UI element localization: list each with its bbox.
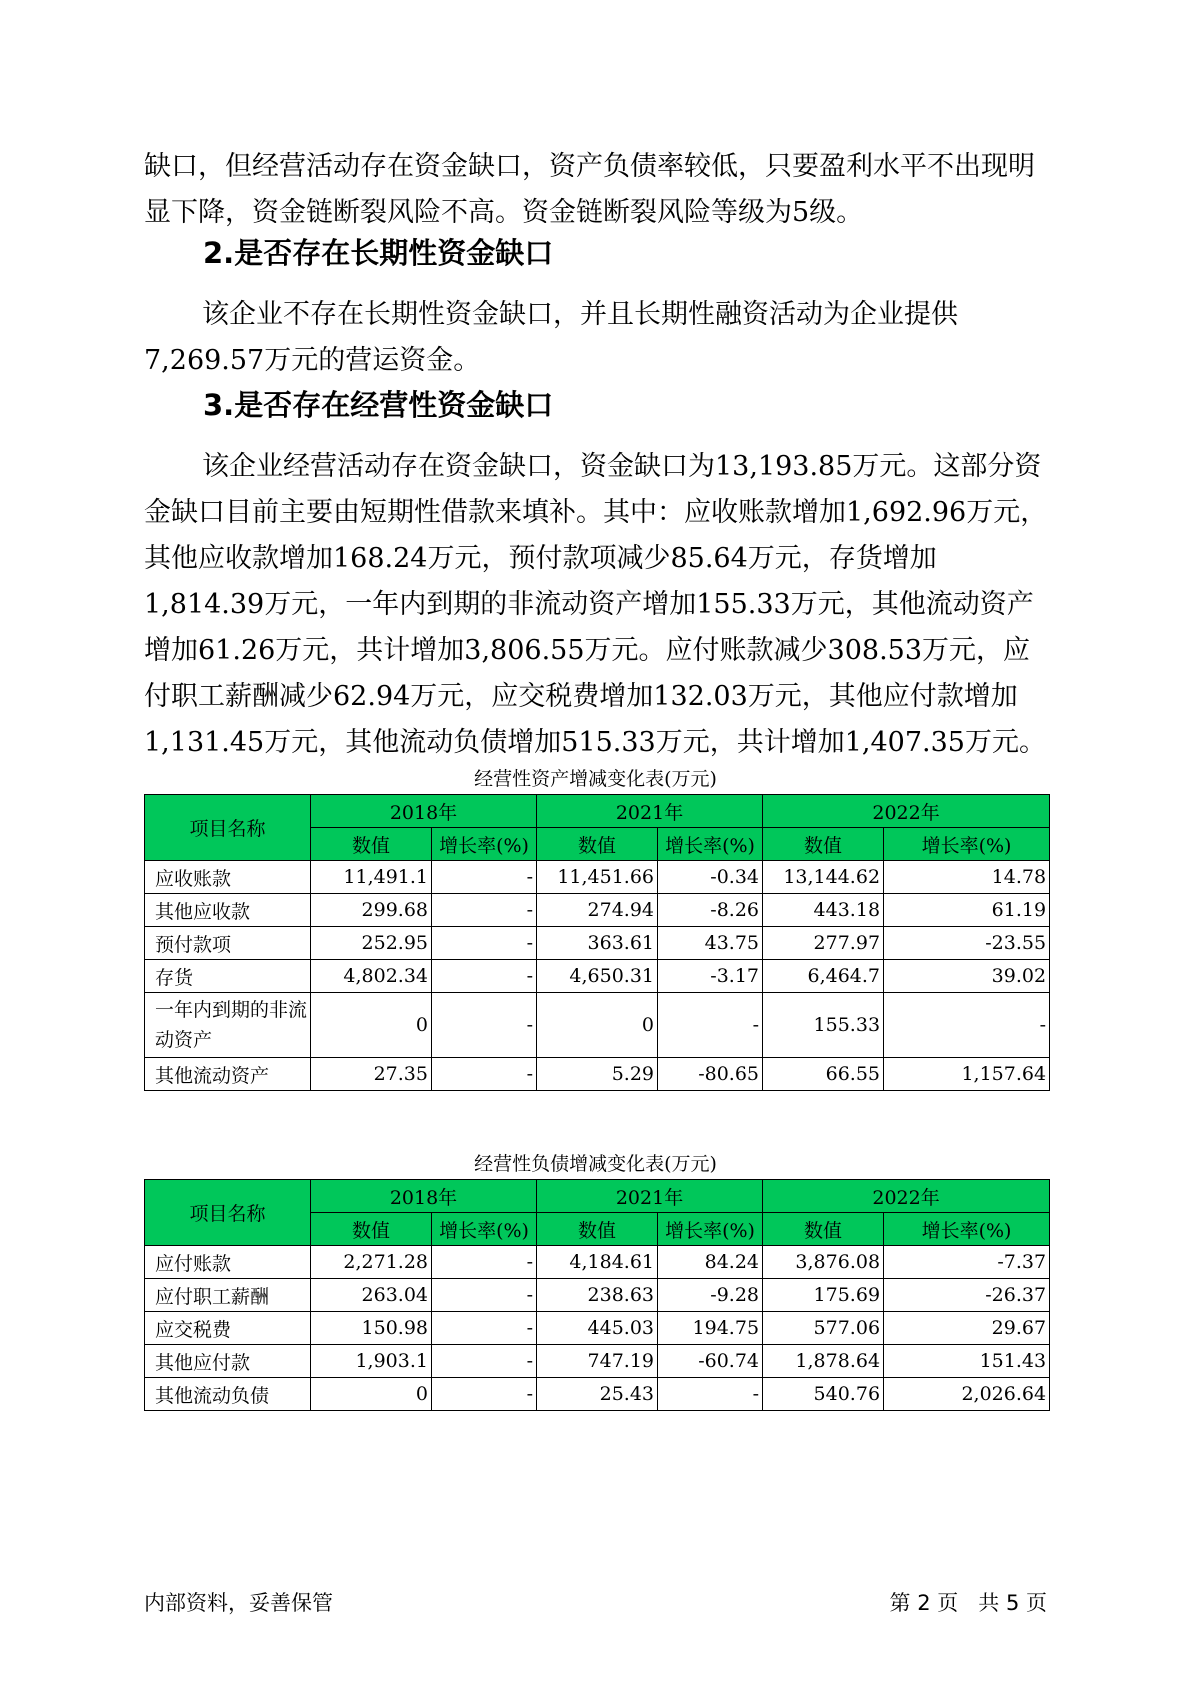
cell: 61.19 [884, 894, 1050, 927]
table-row [145, 1312, 1050, 1345]
cell: 66.55 [763, 1058, 884, 1091]
cell: 175.69 [763, 1279, 884, 1312]
cell: 299.68 [311, 894, 432, 927]
cell: - [432, 960, 537, 993]
col-header-name: 项目名称 [145, 795, 311, 861]
cell: 11,491.1 [311, 861, 432, 894]
table-row [145, 960, 1050, 993]
col-header-growth: 增长率(%) [884, 1213, 1050, 1246]
table-row [145, 1058, 1050, 1091]
cell: - [432, 861, 537, 894]
cell: 4,650.31 [537, 960, 658, 993]
cell: 194.75 [658, 1312, 763, 1345]
cell: 84.24 [658, 1246, 763, 1279]
cell: -80.65 [658, 1058, 763, 1091]
cell: 14.78 [884, 861, 1050, 894]
col-header-value: 数值 [537, 1213, 658, 1246]
cell: 747.19 [537, 1345, 658, 1378]
cell: 1,903.1 [311, 1345, 432, 1378]
paragraph-long-term: 该企业不存在长期性资金缺口，并且长期性融资活动为企业提供7,269.57万元的营运资金。 [144, 299, 958, 376]
cell: 4,184.61 [537, 1246, 658, 1279]
table-row [145, 894, 1050, 927]
col-header-value: 数值 [763, 1213, 884, 1246]
cell: 277.97 [763, 927, 884, 960]
assets-table [144, 794, 1050, 1091]
cell: - [432, 1246, 537, 1279]
cell: - [432, 1058, 537, 1091]
col-header-year: 2021年 [537, 795, 763, 828]
col-header-year: 2018年 [311, 1180, 537, 1213]
row-name: 其他应收款 [145, 894, 311, 927]
col-header-value: 数值 [537, 828, 658, 861]
cell: -8.26 [658, 894, 763, 927]
cell: - [884, 993, 1050, 1058]
cell: - [432, 1378, 537, 1411]
col-header-name: 项目名称 [145, 1180, 311, 1246]
cell: 4,802.34 [311, 960, 432, 993]
cell: - [432, 894, 537, 927]
assets-table-caption: 经营性资产增减变化表(万元) [474, 768, 717, 790]
cell: -23.55 [884, 927, 1050, 960]
row-name: 应收账款 [145, 861, 311, 894]
cell: 445.03 [537, 1312, 658, 1345]
cell: 1,878.64 [763, 1345, 884, 1378]
cell: 2,026.64 [884, 1378, 1050, 1411]
col-header-year: 2021年 [537, 1180, 763, 1213]
row-name: 一年内到期的非流动资产 [145, 993, 311, 1058]
col-header-value: 数值 [311, 828, 432, 861]
row-name: 其他应付款 [145, 1345, 311, 1378]
row-name: 其他流动负债 [145, 1378, 311, 1411]
cell: 0 [311, 993, 432, 1058]
liabilities-table [144, 1179, 1050, 1411]
cell: - [658, 993, 763, 1058]
cell: 2,271.28 [311, 1246, 432, 1279]
col-header-growth: 增长率(%) [432, 1213, 537, 1246]
cell: -0.34 [658, 861, 763, 894]
row-name: 应付职工薪酬 [145, 1279, 311, 1312]
footer-page-number: 第 2 页 共 5 页 [889, 1591, 1047, 1615]
cell: - [432, 927, 537, 960]
liabilities-table-caption: 经营性负债增减变化表(万元) [474, 1153, 717, 1175]
table-row [145, 927, 1050, 960]
table-row [145, 1246, 1050, 1279]
col-header-year: 2018年 [311, 795, 537, 828]
cell: 151.43 [884, 1345, 1050, 1378]
table-row [145, 1378, 1050, 1411]
cell: -7.37 [884, 1246, 1050, 1279]
col-header-growth: 增长率(%) [658, 1213, 763, 1246]
table-header-row [145, 795, 1050, 828]
col-header-year: 2022年 [763, 1180, 1050, 1213]
row-name: 其他流动资产 [145, 1058, 311, 1091]
section-heading-3: 3.是否存在经营性资金缺口 [203, 388, 554, 422]
col-header-growth: 增长率(%) [658, 828, 763, 861]
cell: 443.18 [763, 894, 884, 927]
col-header-value: 数值 [763, 828, 884, 861]
cell: 0 [311, 1378, 432, 1411]
cell: 252.95 [311, 927, 432, 960]
paragraph-continued: 缺口，但经营活动存在资金缺口，资产负债率较低，只要盈利水平不出现明显下降，资金链断裂风险不高。资金链断裂风险等级为5级。 [144, 151, 1035, 228]
paragraph-operating: 该企业经营活动存在资金缺口，资金缺口为13,193.85万元。这部分资金缺口目前主要由短期性借款来填补。其中：应收账款增加1,692.96万元，其他应收款增加168.24万元，预付款项减少85.64万元，存货增加1,814.39万元，一年内到期的非流动资产增加155.33万元，其他流动资产增加61.26万元，共计增加3,806.55万元。应付账款减少308.53万元，应付职工薪酬减少62.94万元，应交税费增加132.03万元，其他应付款增加1,131.45万元，其他流动负债增加515.33万元，共计增加1,407.35万元。 [144, 451, 1048, 758]
table-row [145, 1279, 1050, 1312]
table-row [145, 1345, 1050, 1378]
cell: 27.35 [311, 1058, 432, 1091]
cell: - [432, 1312, 537, 1345]
col-header-value: 数值 [311, 1213, 432, 1246]
cell: - [432, 1279, 537, 1312]
cell: 0 [537, 993, 658, 1058]
cell: 263.04 [311, 1279, 432, 1312]
col-header-growth: 增长率(%) [884, 828, 1050, 861]
cell: 29.67 [884, 1312, 1050, 1345]
cell: 5.29 [537, 1058, 658, 1091]
row-name: 预付款项 [145, 927, 311, 960]
table-header-row [145, 1180, 1050, 1213]
cell: 6,464.7 [763, 960, 884, 993]
cell: 3,876.08 [763, 1246, 884, 1279]
cell: - [432, 1345, 537, 1378]
cell: - [432, 993, 537, 1058]
cell: 238.63 [537, 1279, 658, 1312]
cell: 11,451.66 [537, 861, 658, 894]
cell: 39.02 [884, 960, 1050, 993]
cell: 1,157.64 [884, 1058, 1050, 1091]
table-row [145, 861, 1050, 894]
row-name: 存货 [145, 960, 311, 993]
col-header-growth: 增长率(%) [432, 828, 537, 861]
cell: 13,144.62 [763, 861, 884, 894]
col-header-year: 2022年 [763, 795, 1050, 828]
cell: 540.76 [763, 1378, 884, 1411]
footer-confidential-note: 内部资料，妥善保管 [144, 1591, 333, 1615]
cell: 274.94 [537, 894, 658, 927]
cell: 155.33 [763, 993, 884, 1058]
cell: 43.75 [658, 927, 763, 960]
cell: -60.74 [658, 1345, 763, 1378]
cell: -3.17 [658, 960, 763, 993]
cell: -26.37 [884, 1279, 1050, 1312]
cell: 25.43 [537, 1378, 658, 1411]
section-heading-2: 2.是否存在长期性资金缺口 [203, 236, 554, 270]
cell: 150.98 [311, 1312, 432, 1345]
row-name: 应交税费 [145, 1312, 311, 1345]
row-name: 应付账款 [145, 1246, 311, 1279]
cell: 577.06 [763, 1312, 884, 1345]
cell: 363.61 [537, 927, 658, 960]
table-row [145, 993, 1050, 1058]
cell: - [658, 1378, 763, 1411]
cell: -9.28 [658, 1279, 763, 1312]
